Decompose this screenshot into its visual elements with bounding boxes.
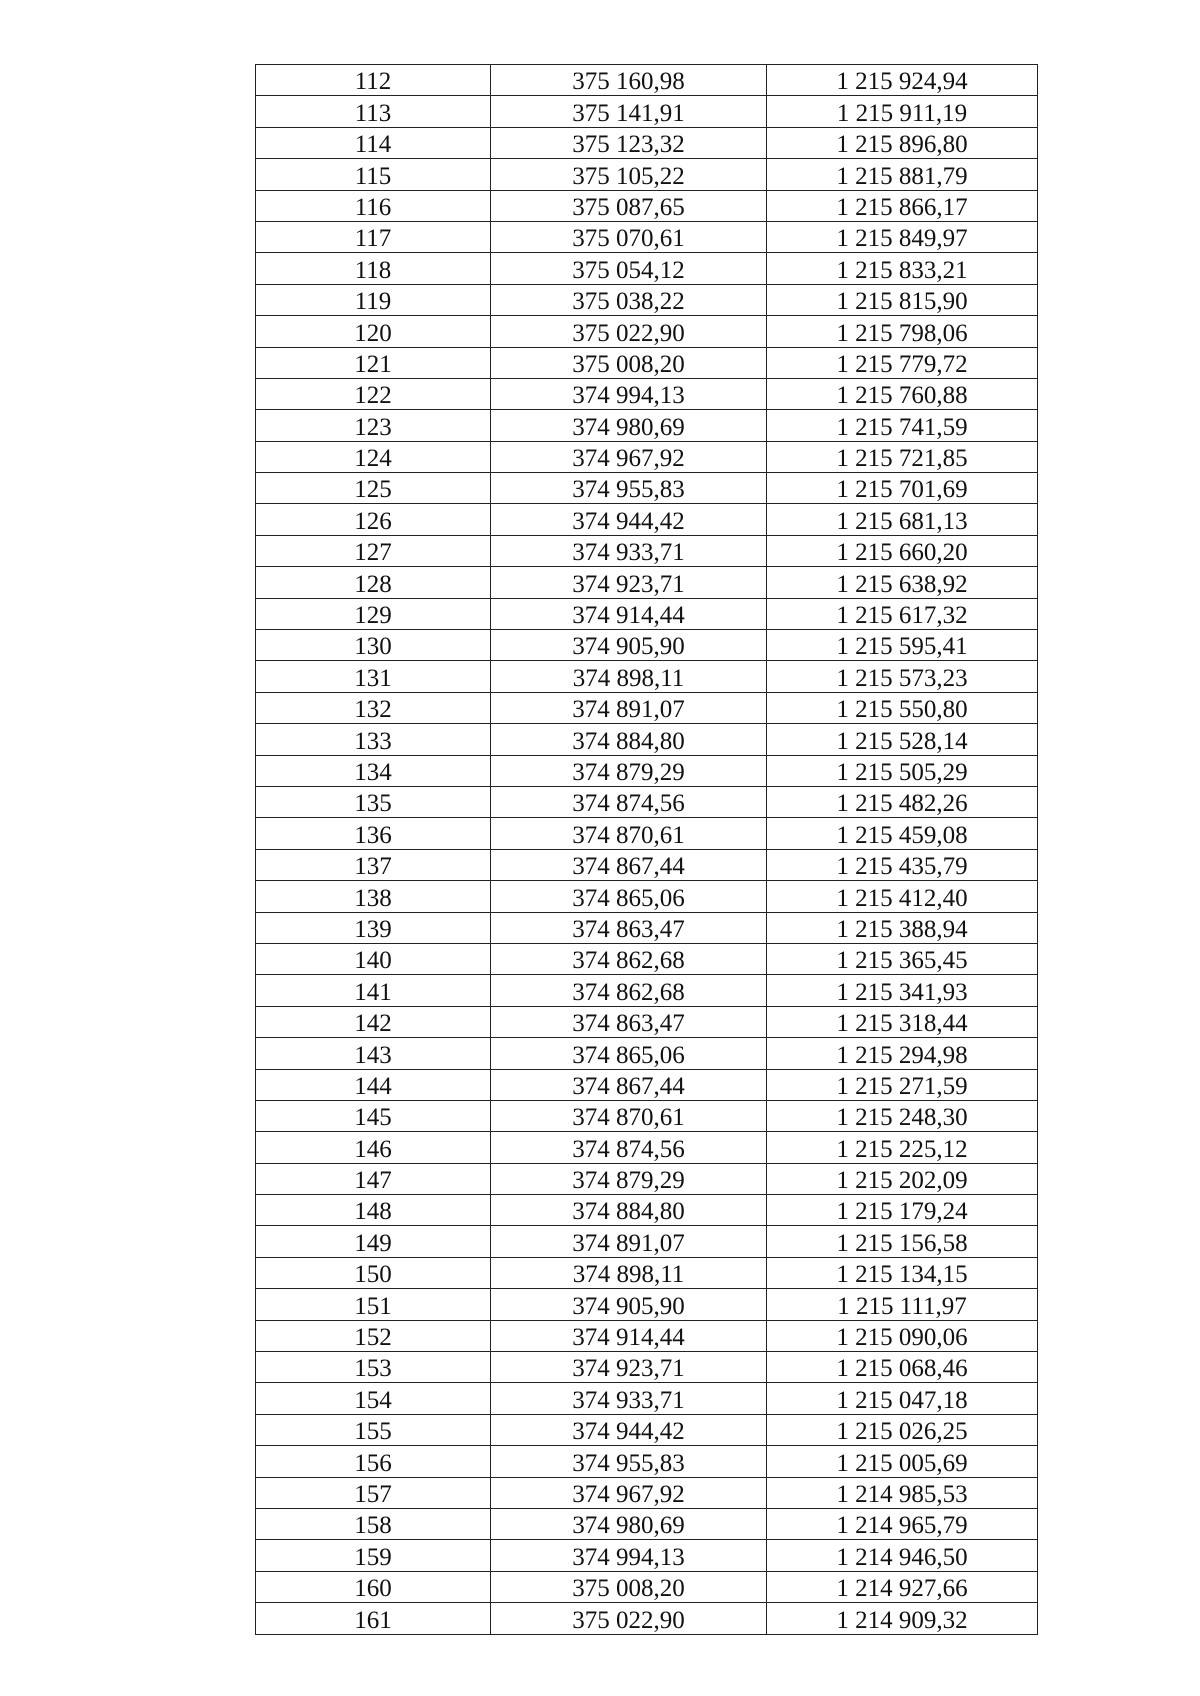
y-coordinate-cell: 1 215 911,19: [767, 96, 1038, 127]
point-number-cell: 158: [256, 1508, 491, 1539]
x-coordinate-cell: 374 891,07: [491, 1226, 767, 1257]
y-coordinate-cell: 1 214 909,32: [767, 1603, 1038, 1634]
y-coordinate-cell: 1 215 638,92: [767, 567, 1038, 598]
point-number-cell: 134: [256, 755, 491, 786]
x-coordinate-cell: 375 087,65: [491, 190, 767, 221]
point-number-cell: 127: [256, 535, 491, 566]
y-coordinate-cell: 1 214 927,66: [767, 1571, 1038, 1602]
point-number-cell: 160: [256, 1571, 491, 1602]
x-coordinate-cell: 374 994,13: [491, 378, 767, 409]
x-coordinate-cell: 374 867,44: [491, 1069, 767, 1100]
x-coordinate-cell: 374 955,83: [491, 473, 767, 504]
y-coordinate-cell: 1 215 798,06: [767, 316, 1038, 347]
x-coordinate-cell: 374 914,44: [491, 598, 767, 629]
x-coordinate-cell: 374 905,90: [491, 630, 767, 661]
y-coordinate-cell: 1 214 946,50: [767, 1540, 1038, 1571]
table-row: [256, 378, 1038, 409]
coordinates-table-body: [256, 65, 1038, 1635]
table-row: [256, 1603, 1038, 1634]
point-number-cell: 145: [256, 1100, 491, 1131]
x-coordinate-cell: 374 865,06: [491, 1038, 767, 1069]
y-coordinate-cell: 1 214 985,53: [767, 1477, 1038, 1508]
y-coordinate-cell: 1 215 741,59: [767, 410, 1038, 441]
y-coordinate-cell: 1 215 779,72: [767, 347, 1038, 378]
point-number-cell: 146: [256, 1132, 491, 1163]
y-coordinate-cell: 1 215 271,59: [767, 1069, 1038, 1100]
x-coordinate-cell: 374 862,68: [491, 975, 767, 1006]
table-row: [256, 881, 1038, 912]
table-row: [256, 692, 1038, 723]
x-coordinate-cell: 374 874,56: [491, 786, 767, 817]
point-number-cell: 118: [256, 253, 491, 284]
y-coordinate-cell: 1 215 202,09: [767, 1163, 1038, 1194]
point-number-cell: 113: [256, 96, 491, 127]
y-coordinate-cell: 1 215 924,94: [767, 65, 1038, 96]
table-row: [256, 849, 1038, 880]
point-number-cell: 138: [256, 881, 491, 912]
x-coordinate-cell: 375 160,98: [491, 65, 767, 96]
x-coordinate-cell: 374 980,69: [491, 410, 767, 441]
table-row: [256, 1100, 1038, 1131]
point-number-cell: 136: [256, 818, 491, 849]
y-coordinate-cell: 1 215 833,21: [767, 253, 1038, 284]
x-coordinate-cell: 374 863,47: [491, 1006, 767, 1037]
y-coordinate-cell: 1 215 388,94: [767, 912, 1038, 943]
point-number-cell: 153: [256, 1352, 491, 1383]
table-row: [256, 630, 1038, 661]
point-number-cell: 131: [256, 661, 491, 692]
y-coordinate-cell: 1 215 435,79: [767, 849, 1038, 880]
point-number-cell: 112: [256, 65, 491, 96]
x-coordinate-cell: 375 070,61: [491, 221, 767, 252]
point-number-cell: 125: [256, 473, 491, 504]
x-coordinate-cell: 374 944,42: [491, 504, 767, 535]
y-coordinate-cell: 1 215 459,08: [767, 818, 1038, 849]
table-row: [256, 1289, 1038, 1320]
point-number-cell: 157: [256, 1477, 491, 1508]
y-coordinate-cell: 1 215 026,25: [767, 1414, 1038, 1445]
y-coordinate-cell: 1 215 134,15: [767, 1257, 1038, 1288]
y-coordinate-cell: 1 215 225,12: [767, 1132, 1038, 1163]
point-number-cell: 114: [256, 127, 491, 158]
table-row: [256, 410, 1038, 441]
point-number-cell: 156: [256, 1446, 491, 1477]
y-coordinate-cell: 1 215 412,40: [767, 881, 1038, 912]
table-row: [256, 724, 1038, 755]
point-number-cell: 123: [256, 410, 491, 441]
table-row: [256, 441, 1038, 472]
x-coordinate-cell: 375 141,91: [491, 96, 767, 127]
table-row: [256, 1257, 1038, 1288]
table-row: [256, 221, 1038, 252]
y-coordinate-cell: 1 215 849,97: [767, 221, 1038, 252]
x-coordinate-cell: 375 008,20: [491, 347, 767, 378]
table-row: [256, 1446, 1038, 1477]
x-coordinate-cell: 375 105,22: [491, 159, 767, 190]
x-coordinate-cell: 374 967,92: [491, 1477, 767, 1508]
point-number-cell: 142: [256, 1006, 491, 1037]
table-row: [256, 253, 1038, 284]
x-coordinate-cell: 374 884,80: [491, 1195, 767, 1226]
table-row: [256, 1006, 1038, 1037]
table-row: [256, 1038, 1038, 1069]
y-coordinate-cell: 1 215 005,69: [767, 1446, 1038, 1477]
y-coordinate-cell: 1 215 068,46: [767, 1352, 1038, 1383]
table-row: [256, 1352, 1038, 1383]
y-coordinate-cell: 1 215 482,26: [767, 786, 1038, 817]
point-number-cell: 137: [256, 849, 491, 880]
point-number-cell: 129: [256, 598, 491, 629]
point-number-cell: 140: [256, 943, 491, 974]
point-number-cell: 155: [256, 1414, 491, 1445]
point-number-cell: 128: [256, 567, 491, 598]
x-coordinate-cell: 375 022,90: [491, 1603, 767, 1634]
point-number-cell: 152: [256, 1320, 491, 1351]
table-row: [256, 598, 1038, 629]
point-number-cell: 141: [256, 975, 491, 1006]
x-coordinate-cell: 374 879,29: [491, 1163, 767, 1194]
table-row: [256, 347, 1038, 378]
y-coordinate-cell: 1 215 111,97: [767, 1289, 1038, 1320]
x-coordinate-cell: 374 955,83: [491, 1446, 767, 1477]
y-coordinate-cell: 1 215 896,80: [767, 127, 1038, 158]
table-row: [256, 65, 1038, 96]
y-coordinate-cell: 1 215 815,90: [767, 284, 1038, 315]
x-coordinate-cell: 374 862,68: [491, 943, 767, 974]
x-coordinate-cell: 374 933,71: [491, 535, 767, 566]
point-number-cell: 143: [256, 1038, 491, 1069]
table-row: [256, 1226, 1038, 1257]
point-number-cell: 121: [256, 347, 491, 378]
point-number-cell: 120: [256, 316, 491, 347]
point-number-cell: 115: [256, 159, 491, 190]
x-coordinate-cell: 374 994,13: [491, 1540, 767, 1571]
y-coordinate-cell: 1 215 681,13: [767, 504, 1038, 535]
point-number-cell: 133: [256, 724, 491, 755]
y-coordinate-cell: 1 215 047,18: [767, 1383, 1038, 1414]
point-number-cell: 150: [256, 1257, 491, 1288]
table-row: [256, 912, 1038, 943]
coordinates-table: [255, 64, 1038, 1635]
point-number-cell: 117: [256, 221, 491, 252]
x-coordinate-cell: 374 933,71: [491, 1383, 767, 1414]
y-coordinate-cell: 1 215 617,32: [767, 598, 1038, 629]
table-row: [256, 661, 1038, 692]
y-coordinate-cell: 1 214 965,79: [767, 1508, 1038, 1539]
x-coordinate-cell: 374 898,11: [491, 661, 767, 692]
point-number-cell: 148: [256, 1195, 491, 1226]
point-number-cell: 144: [256, 1069, 491, 1100]
point-number-cell: 116: [256, 190, 491, 221]
y-coordinate-cell: 1 215 550,80: [767, 692, 1038, 723]
point-number-cell: 124: [256, 441, 491, 472]
x-coordinate-cell: 374 870,61: [491, 1100, 767, 1131]
table-row: [256, 96, 1038, 127]
point-number-cell: 132: [256, 692, 491, 723]
table-row: [256, 473, 1038, 504]
x-coordinate-cell: 375 022,90: [491, 316, 767, 347]
x-coordinate-cell: 374 884,80: [491, 724, 767, 755]
y-coordinate-cell: 1 215 365,45: [767, 943, 1038, 974]
table-row: [256, 159, 1038, 190]
table-row: [256, 755, 1038, 786]
x-coordinate-cell: 374 923,71: [491, 567, 767, 598]
y-coordinate-cell: 1 215 701,69: [767, 473, 1038, 504]
y-coordinate-cell: 1 215 179,24: [767, 1195, 1038, 1226]
x-coordinate-cell: 374 891,07: [491, 692, 767, 723]
x-coordinate-cell: 374 967,92: [491, 441, 767, 472]
point-number-cell: 135: [256, 786, 491, 817]
table-row: [256, 786, 1038, 817]
table-row: [256, 284, 1038, 315]
x-coordinate-cell: 374 923,71: [491, 1352, 767, 1383]
point-number-cell: 139: [256, 912, 491, 943]
y-coordinate-cell: 1 215 505,29: [767, 755, 1038, 786]
x-coordinate-cell: 374 865,06: [491, 881, 767, 912]
y-coordinate-cell: 1 215 760,88: [767, 378, 1038, 409]
table-row: [256, 1540, 1038, 1571]
x-coordinate-cell: 374 879,29: [491, 755, 767, 786]
y-coordinate-cell: 1 215 881,79: [767, 159, 1038, 190]
y-coordinate-cell: 1 215 318,44: [767, 1006, 1038, 1037]
y-coordinate-cell: 1 215 721,85: [767, 441, 1038, 472]
point-number-cell: 149: [256, 1226, 491, 1257]
table-row: [256, 1195, 1038, 1226]
y-coordinate-cell: 1 215 660,20: [767, 535, 1038, 566]
y-coordinate-cell: 1 215 156,58: [767, 1226, 1038, 1257]
y-coordinate-cell: 1 215 528,14: [767, 724, 1038, 755]
x-coordinate-cell: 375 054,12: [491, 253, 767, 284]
table-row: [256, 1320, 1038, 1351]
table-row: [256, 190, 1038, 221]
y-coordinate-cell: 1 215 866,17: [767, 190, 1038, 221]
point-number-cell: 122: [256, 378, 491, 409]
table-row: [256, 818, 1038, 849]
table-row: [256, 127, 1038, 158]
x-coordinate-cell: 374 874,56: [491, 1132, 767, 1163]
point-number-cell: 119: [256, 284, 491, 315]
y-coordinate-cell: 1 215 595,41: [767, 630, 1038, 661]
x-coordinate-cell: 374 870,61: [491, 818, 767, 849]
point-number-cell: 154: [256, 1383, 491, 1414]
x-coordinate-cell: 374 944,42: [491, 1414, 767, 1445]
table-row: [256, 1383, 1038, 1414]
table-row: [256, 1163, 1038, 1194]
x-coordinate-cell: 374 914,44: [491, 1320, 767, 1351]
x-coordinate-cell: 375 038,22: [491, 284, 767, 315]
x-coordinate-cell: 374 980,69: [491, 1508, 767, 1539]
y-coordinate-cell: 1 215 294,98: [767, 1038, 1038, 1069]
x-coordinate-cell: 375 008,20: [491, 1571, 767, 1602]
y-coordinate-cell: 1 215 573,23: [767, 661, 1038, 692]
point-number-cell: 151: [256, 1289, 491, 1320]
table-row: [256, 1508, 1038, 1539]
table-row: [256, 1069, 1038, 1100]
table-row: [256, 1477, 1038, 1508]
point-number-cell: 130: [256, 630, 491, 661]
x-coordinate-cell: 375 123,32: [491, 127, 767, 158]
point-number-cell: 161: [256, 1603, 491, 1634]
point-number-cell: 147: [256, 1163, 491, 1194]
table-row: [256, 567, 1038, 598]
table-row: [256, 975, 1038, 1006]
x-coordinate-cell: 374 867,44: [491, 849, 767, 880]
table-row: [256, 1571, 1038, 1602]
table-row: [256, 1414, 1038, 1445]
x-coordinate-cell: 374 905,90: [491, 1289, 767, 1320]
table-row: [256, 1132, 1038, 1163]
y-coordinate-cell: 1 215 341,93: [767, 975, 1038, 1006]
point-number-cell: 159: [256, 1540, 491, 1571]
point-number-cell: 126: [256, 504, 491, 535]
table-row: [256, 504, 1038, 535]
table-row: [256, 316, 1038, 347]
x-coordinate-cell: 374 863,47: [491, 912, 767, 943]
x-coordinate-cell: 374 898,11: [491, 1257, 767, 1288]
y-coordinate-cell: 1 215 248,30: [767, 1100, 1038, 1131]
table-row: [256, 535, 1038, 566]
y-coordinate-cell: 1 215 090,06: [767, 1320, 1038, 1351]
table-row: [256, 943, 1038, 974]
